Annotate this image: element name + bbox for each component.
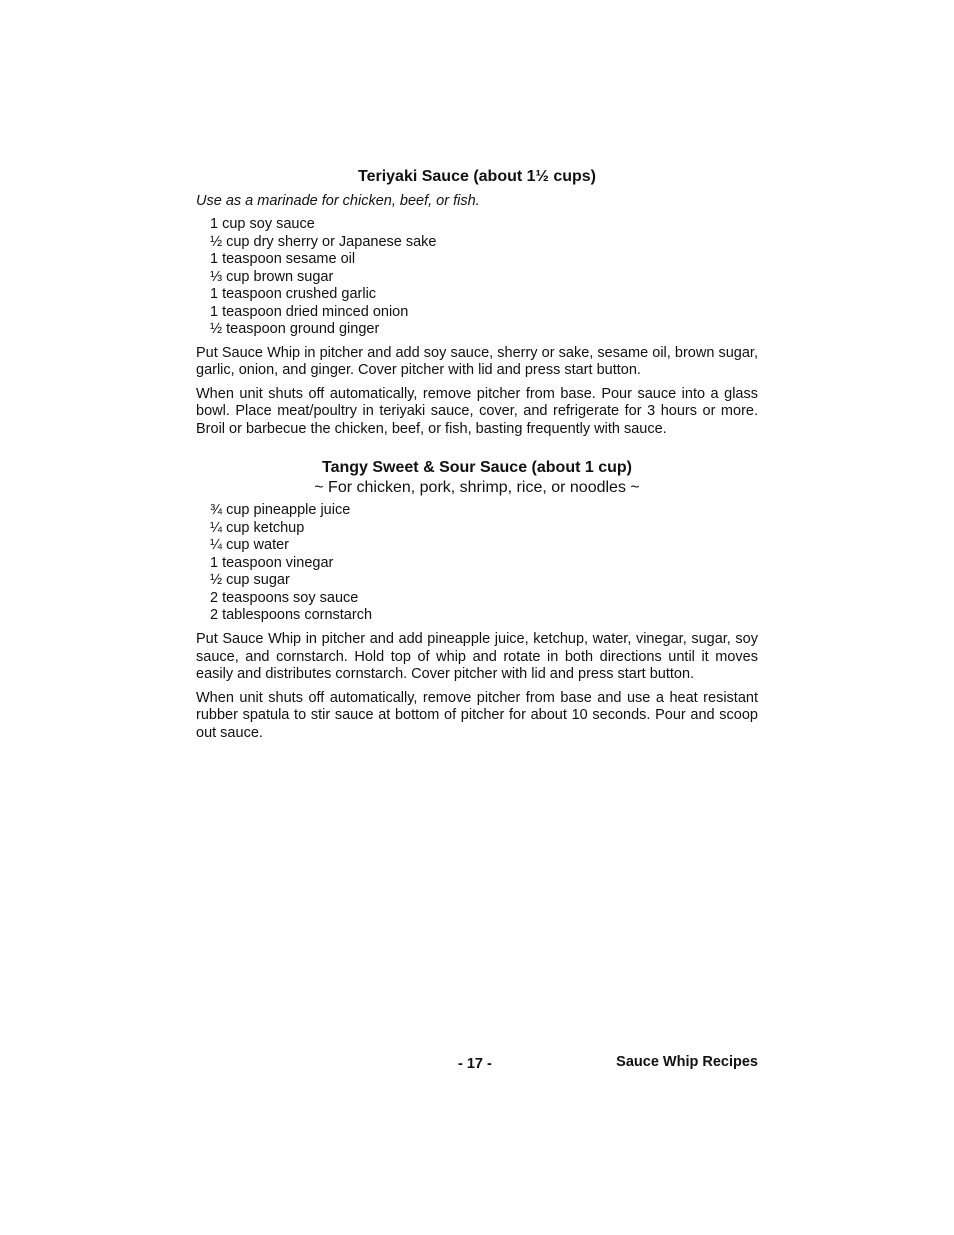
ingredient-item: ½ cup dry sherry or Japanese sake: [210, 233, 437, 250]
ingredient-item: ½ teaspoon ground ginger: [210, 321, 380, 337]
ingredient-list: [210, 502, 758, 625]
ingredient-item: ½ cup sugar: [210, 572, 290, 589]
ingredient-item: ⅓ cup brown sugar: [210, 268, 334, 285]
ingredient-item: 2 tablespoons cornstarch: [210, 607, 373, 624]
recipe-subtitle: ~ For chicken, pork, shrimp, rice, or noodles ~: [314, 479, 640, 497]
page-footer: [196, 1054, 758, 1074]
ingredient-item: ¾ cup pineapple juice: [210, 502, 351, 519]
footer-section-title: Sauce Whip Recipes: [616, 1054, 758, 1070]
recipe-title: Teriyaki Sauce (about 1½ cups): [357, 168, 596, 185]
ingredient-item: ¼ cup ketchup: [210, 519, 305, 536]
instruction-paragraph: Put Sauce Whip in pitcher and add pineapple juice, ketchup, water, vinegar, sugar, soy sauce, and cornstarch. Hold top of whip and rotate in both directions until it moves easily and distributes cornstarch. Cover pitcher with lid and press start button.: [196, 630, 758, 683]
page-number: - 17 -: [458, 1056, 492, 1072]
ingredient-item: 2 teaspoons soy sauce: [210, 589, 359, 606]
recipe-title-bold: Tangy Sweet & Sour Sauce: [322, 459, 528, 477]
recipe-teriyaki: [196, 166, 758, 438]
section-gap: [196, 444, 758, 458]
ingredient-item: 1 teaspoon crushed garlic: [210, 286, 377, 302]
ingredient-item: 1 teaspoon dried minced onion: [210, 303, 409, 320]
ingredient-item: 1 cup soy sauce: [210, 216, 315, 232]
ingredient-item: 1 teaspoon vinegar: [210, 554, 334, 571]
instruction-paragraph: When unit shuts off automatically, remove pitcher from base and use a heat resistant rubber spatula to stir sauce at bottom of pitcher for about 10 seconds. Pour and scoop out sauce.: [196, 689, 758, 741]
page-content: [196, 166, 758, 749]
recipe-title: [196, 458, 758, 478]
ingredient-list: [210, 216, 758, 339]
instruction-paragraph: Put Sauce Whip in pitcher and add soy sauce, sherry or sake, sesame oil, brown sugar, garlic, onion, and ginger. Cover pitcher with lid and press start button.: [196, 344, 758, 379]
ingredient-item: 1 teaspoon sesame oil: [210, 251, 356, 267]
recipe-intro: Use as a marinade for chicken, beef, or fish.: [196, 193, 480, 209]
instruction-paragraph: When unit shuts off automatically, remove pitcher from base. Pour sauce into a glass bowl. Place meat/poultry in teriyaki sauce, cover, and refrigerate for 3 hours or more. Broil or barbecue the chicken, beef, or fish, basting frequently with sauce.: [196, 385, 758, 437]
recipe-title-yield: (about 1 cup): [527, 459, 632, 477]
recipe-sweet-sour: [196, 458, 758, 742]
ingredient-item: ¼ cup water: [210, 537, 289, 554]
